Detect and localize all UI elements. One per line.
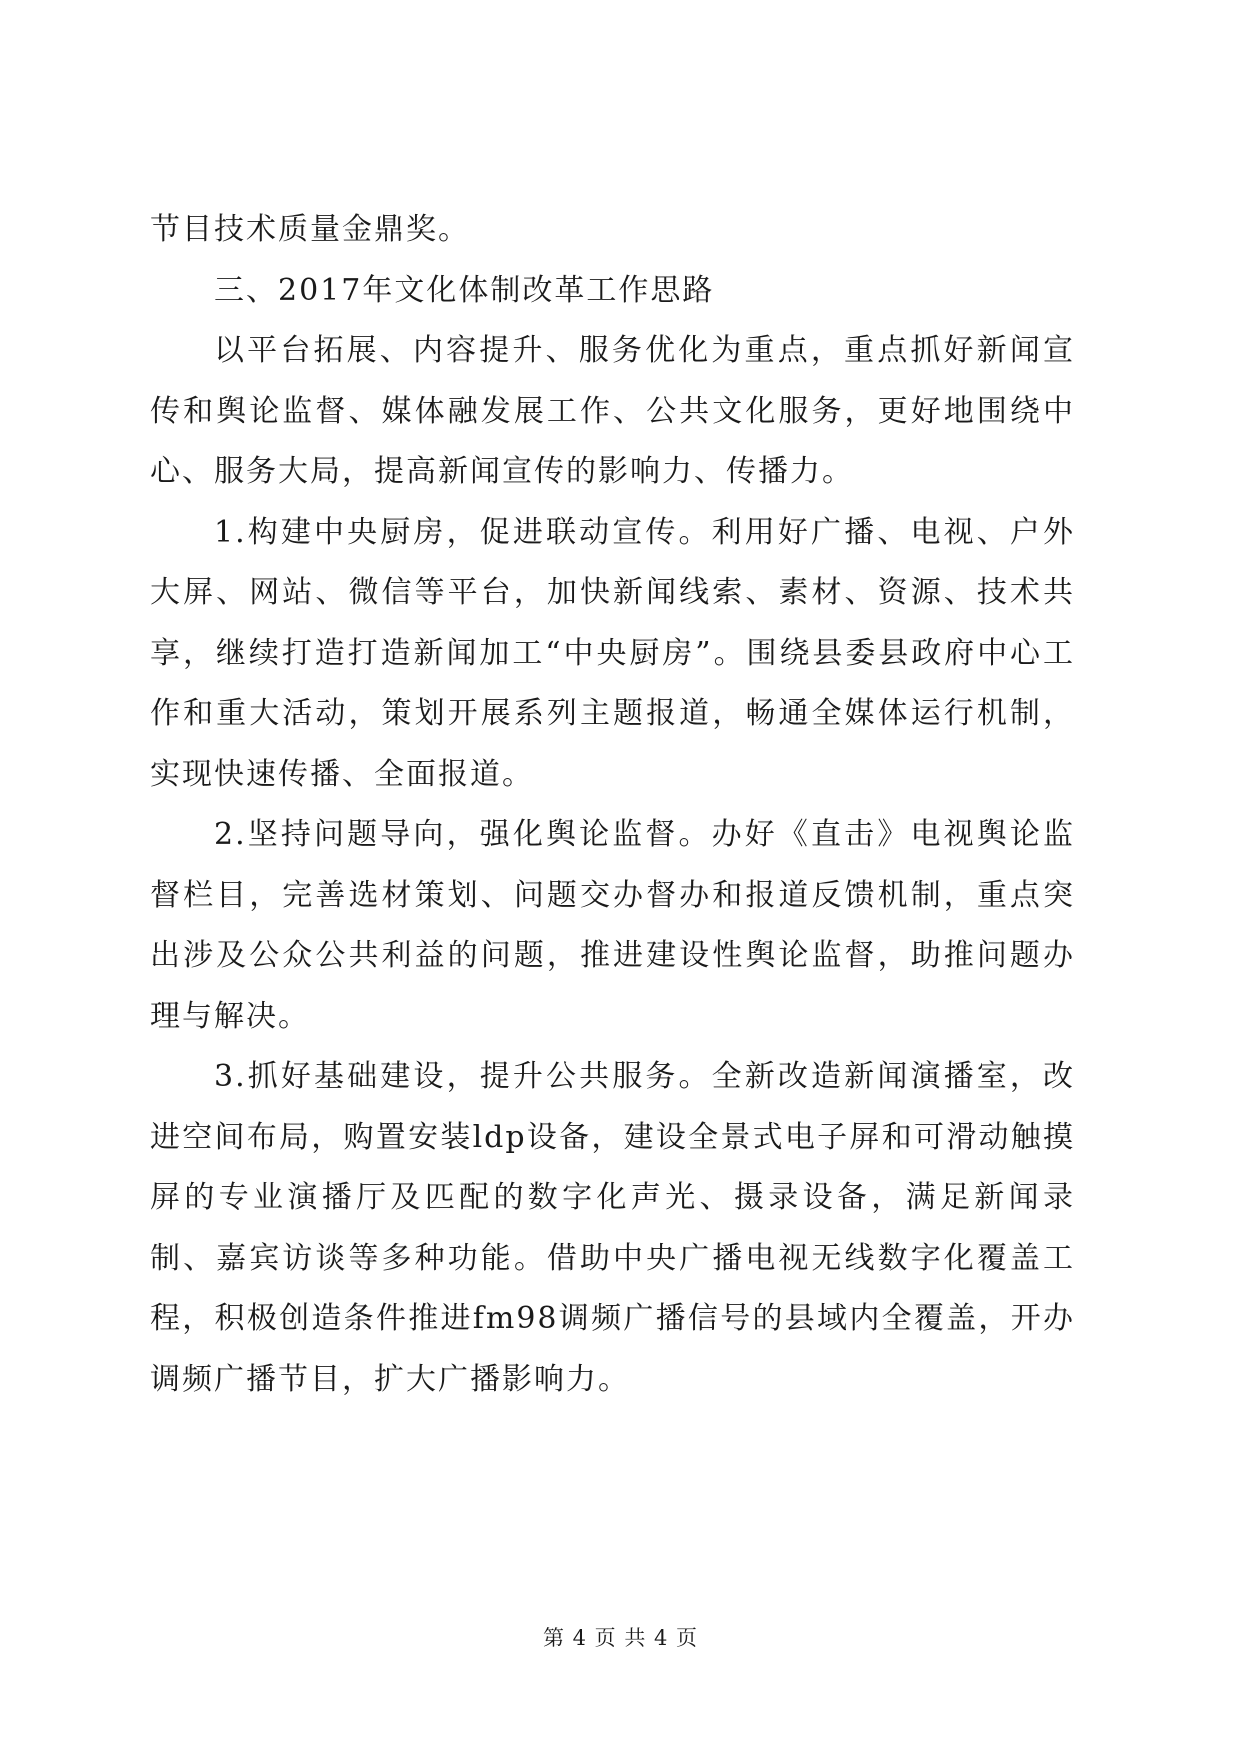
page-footer: 第 4 页 共 4 页 — [542, 1626, 699, 1650]
paragraph-item-3: 3.抓好基础建设，提升公共服务。全新改造新闻演播室，改进空间布局，购置安装ldp设备，建设全景式电子屏和可滑动触摸屏的专业演播厅及匹配的数字化声光、摄录设备，满足新闻录制、嘉宾访谈等多种功能。借助中央广播电视无线数字化覆盖工程，积极创造条件推进fm98调频广播信号的县域内全覆盖，开办调频广播节目，扩大广播影响力。 — [150, 1059, 1075, 1397]
paragraph-item-2: 2.坚持问题导向，强化舆论监督。办好《直击》电视舆论监督栏目，完善选材策划、问题交办督办和报道反馈机制，重点突出涉及公众公共利益的问题，推进建设性舆论监督，助推问题办理与解决。 — [150, 817, 1075, 1034]
paragraph-continuation: 节目技术质量金鼎奖。 — [150, 212, 470, 247]
document-body — [150, 200, 1075, 1410]
section-heading: 三、2017年文化体制改革工作思路 — [214, 272, 715, 308]
paragraph-intro: 以平台拓展、内容提升、服务优化为重点，重点抓好新闻宣传和舆论监督、媒体融发展工作、公共文化服务，更好地围绕中心、服务大局，提高新闻宣传的影响力、传播力。 — [150, 333, 1075, 489]
paragraph-item-1: 1.构建中央厨房，促进联动宣传。利用好广播、电视、户外大屏、网站、微信等平台，加快新闻线索、素材、资源、技术共享，继续打造打造新闻加工“中央厨房”。围绕县委县政府中心工作和重大活动，策划开展系列主题报道，畅通全媒体运行机制，实现快速传播、全面报道。 — [150, 514, 1075, 792]
